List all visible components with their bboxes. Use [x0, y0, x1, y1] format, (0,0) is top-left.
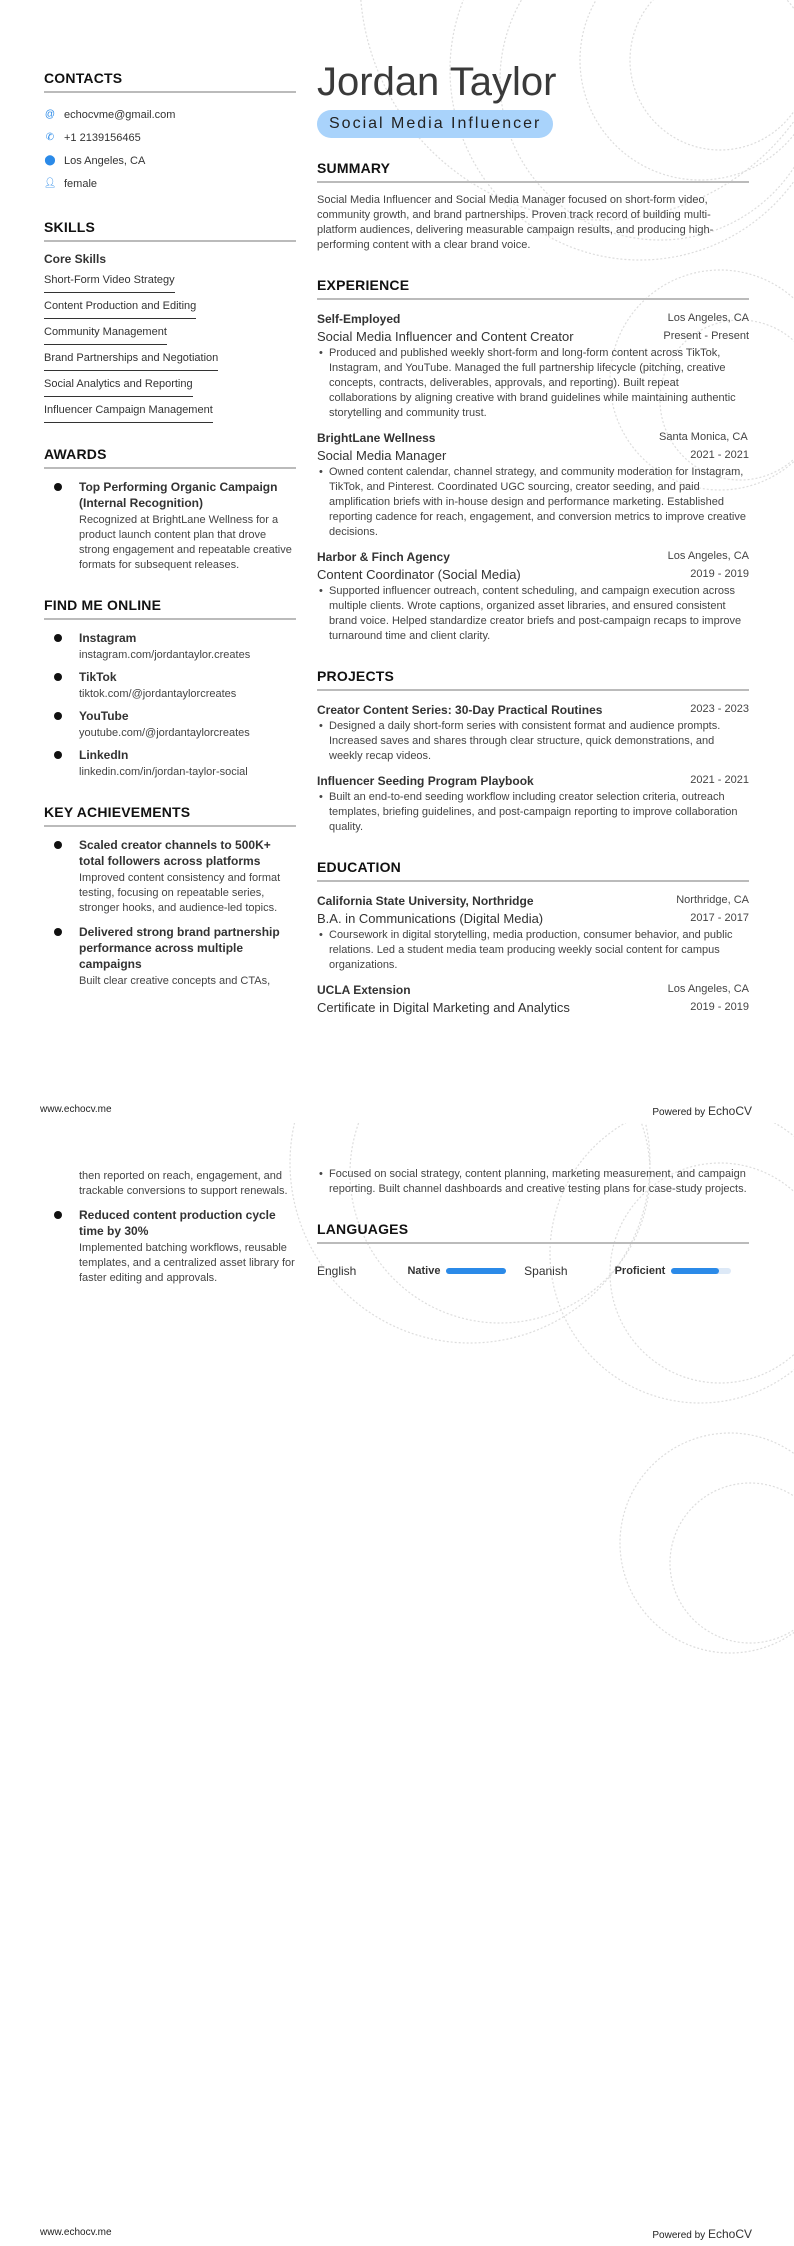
- online-section: [44, 597, 296, 780]
- profile-name: YouTube: [79, 709, 129, 723]
- online-profile-item: [44, 747, 296, 780]
- skill-row: [44, 296, 296, 322]
- skill-item: Content Production and Editing: [44, 298, 196, 319]
- project-bullet: • Built an end-to-end seeding workflow including creator selection criteria, outreach templates, briefing guidelines, and post-campaign reporting to improve collaboration quality.: [317, 790, 749, 835]
- language-level-fill: [671, 1268, 719, 1274]
- brand-logo: EchoCV: [707, 1104, 752, 1118]
- experience-role-row: [317, 447, 749, 465]
- job-title: Content Coordinator (Social Media): [317, 567, 521, 582]
- language-level: Proficient: [614, 1265, 666, 1277]
- job-title-badge: Social Media Influencer: [317, 110, 553, 138]
- skill-row: [44, 348, 296, 374]
- footer-site-link[interactable]: www.echocv.me: [40, 2227, 112, 2238]
- projects-section: [317, 668, 749, 835]
- experience-section: [317, 277, 749, 644]
- bullet-icon: [54, 483, 62, 491]
- languages-heading: LANGUAGES: [317, 1221, 749, 1244]
- job-dates: 2019 - 2019: [690, 568, 749, 580]
- skill-item: Short-Form Video Strategy: [44, 272, 175, 293]
- project-item: [317, 772, 749, 835]
- at-icon: @: [44, 109, 56, 120]
- profile-url-link[interactable]: tiktok.com/@jordantaylorcreates: [79, 688, 237, 700]
- online-profile-item: [44, 630, 296, 663]
- bullet-icon: [54, 712, 62, 720]
- experience-header: [317, 548, 749, 566]
- bullet-icon: [54, 751, 62, 759]
- summary-text: Social Media Influencer and Social Media Manager focused on short-form video, community growth, and brand partnerships. Proven track record of building multi-platform audiences, delivering measurable campaign results, and producing high-performing content with a clear brand voice.: [317, 194, 714, 251]
- skill-row: [44, 270, 296, 296]
- language-level-fill: [446, 1268, 506, 1274]
- page-2: [0, 1123, 794, 2246]
- job-bullet: • Owned content calendar, channel strategy, and community moderation for Instagram, TikTok, and Pinterest. Coordinated UGC sourcing, creator seeding, and paid amplification briefs with in-house design and performance marketing. Established reporting cadence for reach, engagement, and conversion metrics to improve creative decisions.: [317, 465, 749, 540]
- achievements-heading: KEY ACHIEVEMENTS: [44, 804, 296, 827]
- language-level-bar: [446, 1268, 506, 1274]
- language-name: English: [317, 1264, 357, 1278]
- contact-location: ⬤ Los Angeles, CA: [44, 154, 146, 167]
- bullet-icon: [54, 841, 62, 849]
- project-name: Influencer Seeding Program Playbook: [317, 774, 534, 788]
- skill-item: Social Analytics and Reporting: [44, 376, 193, 397]
- brand-logo: EchoCV: [707, 2227, 752, 2241]
- online-profile-item: [44, 708, 296, 741]
- contacts-heading: CONTACTS: [44, 70, 296, 93]
- footer-site-link[interactable]: www.echocv.me: [40, 1104, 112, 1115]
- experience-role-row: [317, 566, 749, 584]
- award-item: Top Performing Organic Campaign (Internal Recognition) Recognized at BrightLane Wellness for a product launch content plan that drove strong engagement and repeatable creative formats for subsequent releases.: [44, 479, 296, 573]
- candidate-name: Jordan Taylor: [317, 60, 557, 104]
- bullet-icon: [54, 1211, 62, 1219]
- education-item: UCLA Extension Los Angeles, CA Certificate in Digital Marketing and Analytics 2019 - 2019: [317, 983, 749, 1015]
- company-name: Self-Employed: [317, 312, 401, 326]
- experience-header: [317, 429, 749, 447]
- person-icon: 👤︎: [43, 178, 57, 189]
- skills-group-title: Core Skills: [44, 252, 107, 266]
- location-pin-icon: ⬤: [44, 155, 56, 166]
- language-level: Native: [407, 1265, 441, 1277]
- project-name: Creator Content Series: 30-Day Practical Routines: [317, 703, 603, 717]
- company-name: BrightLane Wellness: [317, 431, 436, 445]
- project-header: [317, 772, 749, 790]
- awards-section: [44, 446, 296, 573]
- online-heading: FIND ME ONLINE: [44, 597, 296, 620]
- contact-email[interactable]: @ echocvme@gmail.com: [44, 108, 176, 121]
- contacts-section: [44, 70, 296, 195]
- job-bullet: • Produced and published weekly short-form and long-form content across TikTok, Instagram, and YouTube. Managed the full partnership lifecycle (pitching, creative concepts, contracts, deliverables, approvals, and reporting). Built repeat collaborations by aligning creative with brand guidelines while maintaining authentic storytelling and community trust.: [317, 346, 749, 421]
- profile-name: LinkedIn: [79, 748, 129, 762]
- footer-powered: Powered by EchoCV: [652, 2227, 752, 2241]
- project-header: [317, 701, 749, 719]
- bullet-icon: [54, 634, 62, 642]
- summary-heading: SUMMARY: [317, 160, 749, 183]
- contact-gender: 👤︎ female: [43, 177, 98, 190]
- job-location: Los Angeles, CA: [667, 312, 749, 324]
- summary-section: [317, 160, 749, 253]
- profile-url-link[interactable]: youtube.com/@jordantaylorcreates: [79, 727, 250, 739]
- skills-heading: SKILLS: [44, 219, 296, 242]
- achievement-item: Reduced content production cycle time by 30% Implemented batching workflows, reusable templates, and a centralized asset library for faster editing and approvals.: [44, 1207, 296, 1286]
- skill-item: Influencer Campaign Management: [44, 402, 213, 423]
- company-name: Harbor & Finch Agency: [317, 550, 450, 564]
- online-profile-item: [44, 669, 296, 702]
- skills-section: [44, 219, 296, 426]
- job-title: Social Media Influencer and Content Creator: [317, 329, 574, 344]
- profile-name: Instagram: [79, 631, 137, 645]
- project-dates: 2021 - 2021: [690, 774, 749, 786]
- phone-icon: ✆: [45, 132, 55, 143]
- achievements-section: [44, 804, 296, 989]
- contact-phone[interactable]: ✆ +1 2139156465: [45, 131, 141, 144]
- job-dates: 2021 - 2021: [690, 449, 749, 461]
- experience-item: [317, 548, 749, 644]
- achievement-item: Delivered strong brand partnership performance across multiple campaigns Built clear creative concepts and CTAs,: [44, 924, 296, 989]
- job-title: Social Media Manager: [317, 448, 447, 463]
- job-location: Los Angeles, CA: [667, 550, 749, 562]
- education-item: California State University, Northridge Northridge, CA B.A. in Communications (Digital Media) 2017 - 2017 • Coursework in digital storytelling, media production, consumer behavior, and public relations. Led a student media team producing weekly social content for campus organizations.: [317, 892, 749, 973]
- experience-role-row: [317, 328, 749, 346]
- projects-heading: PROJECTS: [317, 668, 749, 691]
- education-heading: EDUCATION: [317, 859, 749, 882]
- footer-powered: Powered by EchoCV: [652, 1104, 752, 1118]
- profile-url-link[interactable]: linkedin.com/in/jordan-taylor-social: [79, 766, 248, 778]
- bullet-icon: [54, 928, 62, 936]
- profile-name: TikTok: [79, 670, 117, 684]
- project-item: [317, 701, 749, 764]
- experience-item: [317, 429, 749, 540]
- bullet-icon: [54, 673, 62, 681]
- skill-row: [44, 322, 296, 348]
- skill-row: [44, 374, 296, 400]
- job-location: Santa Monica, CA: [659, 431, 748, 443]
- job-bullet: • Supported influencer outreach, content scheduling, and campaign execution across multiple clients. Wrote captions, organized asset libraries, and ensured consistent brand voice. Helped standardize creator briefs and post-campaign recaps to improve turnaround time and client clarity.: [317, 584, 749, 644]
- achievement-item: Scaled creator channels to 500K+ total followers across platforms Improved content consistency and format testing, focusing on repeatable series, stronger hooks, and audience-led topics.: [44, 837, 296, 916]
- project-bullet: • Designed a daily short-form series with consistent format and audience prompts. Increased saves and shares through clear structure, quick demonstrations, and weekly recap videos.: [317, 719, 749, 764]
- language-level-bar: [671, 1268, 731, 1274]
- job-dates: Present - Present: [663, 330, 749, 342]
- skill-item: Brand Partnerships and Negotiation: [44, 350, 218, 371]
- experience-header: [317, 310, 749, 328]
- education-bullet-continued: • Focused on social strategy, content planning, marketing measurement, and campaign reporting. Built channel dashboards and creative testing plans for case-study projects.: [317, 1167, 749, 1197]
- achievement-item-continued: then reported on reach, engagement, and trackable conversions to support renewals.: [79, 1170, 288, 1197]
- project-dates: 2023 - 2023: [690, 703, 749, 715]
- education-section: [317, 859, 749, 1017]
- experience-item: [317, 310, 749, 421]
- experience-heading: EXPERIENCE: [317, 277, 749, 300]
- awards-heading: AWARDS: [44, 446, 296, 469]
- skill-item: Community Management: [44, 324, 167, 345]
- languages-section: [317, 1221, 749, 1278]
- language-name: Spanish: [524, 1264, 568, 1278]
- profile-url-link[interactable]: instagram.com/jordantaylor.creates: [79, 649, 251, 661]
- skill-row: [44, 400, 296, 426]
